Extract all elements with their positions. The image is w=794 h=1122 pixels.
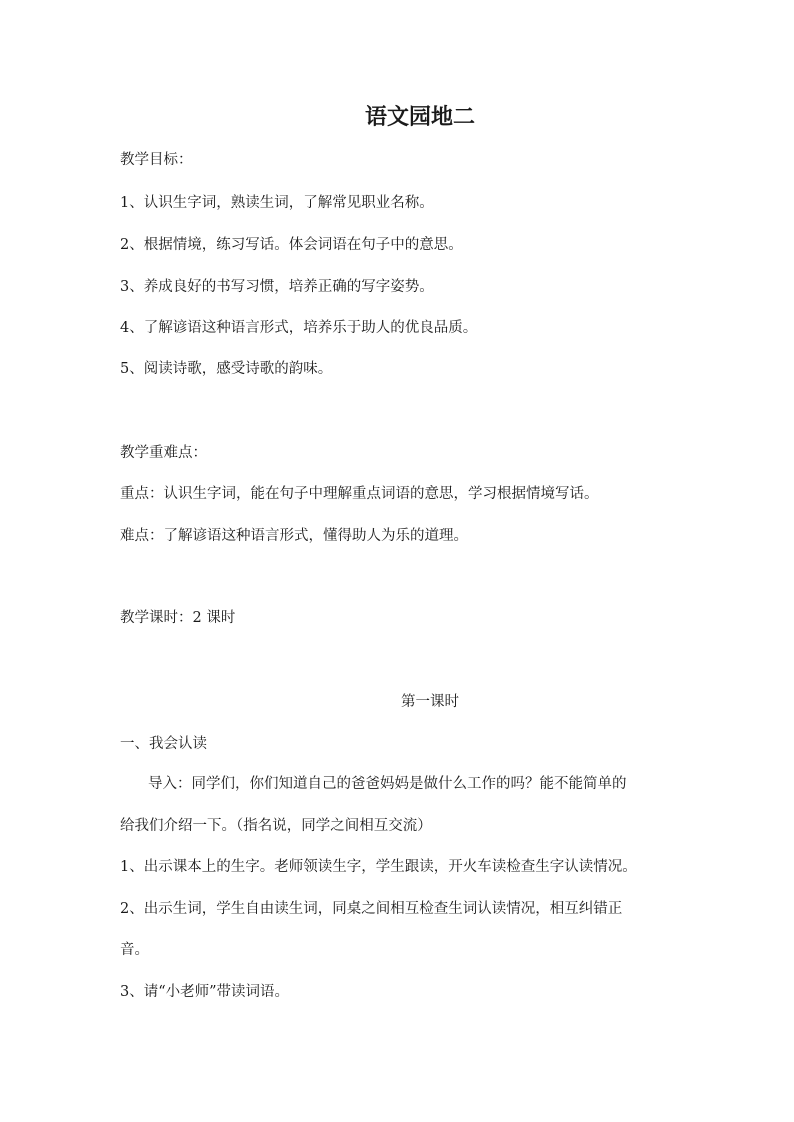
class-hours: 教学课时：2 课时 [120,610,236,626]
objective-item: 5、阅读诗歌，感受诗歌的韵味。 [120,361,333,377]
objective-item: 2、根据情境，练习写话。体会词语在句子中的意思。 [120,237,463,253]
step-item: 1、出示课本上的生字。老师领读生字，学生跟读，开火车读检查生字认读情况。 [120,859,637,875]
lesson-title: 第一课时 [401,694,459,710]
step-item: 3、请“小老师”带读词语。 [120,984,290,1000]
objective-item: 3、养成良好的书写习惯，培养正确的写字姿势。 [120,279,434,295]
step-item-continuation: 音。 [120,942,149,958]
key-point: 重点：认识生字词，能在句子中理解重点词语的意思，学习根据情境写话。 [120,486,599,502]
intro-paragraph-line: 给我们介绍一下。（指名说，同学之间相互交流） [120,818,432,834]
objective-item: 4、了解谚语这种语言形式，培养乐于助人的优良品质。 [120,320,478,336]
objective-item: 1、认识生字词，熟读生词，了解常见职业名称。 [120,195,434,211]
key-points-heading: 教学重难点： [120,445,207,461]
intro-paragraph-line: 导入：同学们，你们知道自己的爸爸妈妈是做什么工作的吗？能不能简单的 [148,776,627,792]
difficult-point: 难点：了解谚语这种语言形式，懂得助人为乐的道理。 [120,528,468,544]
objectives-heading: 教学目标： [120,152,193,168]
page-title: 语文园地二 [364,105,475,130]
step-item: 2、出示生词，学生自由读生词，同桌之间相互检查生词认读情况，相互纠错正 [120,901,623,917]
section-heading: 一、我会认读 [120,736,207,752]
